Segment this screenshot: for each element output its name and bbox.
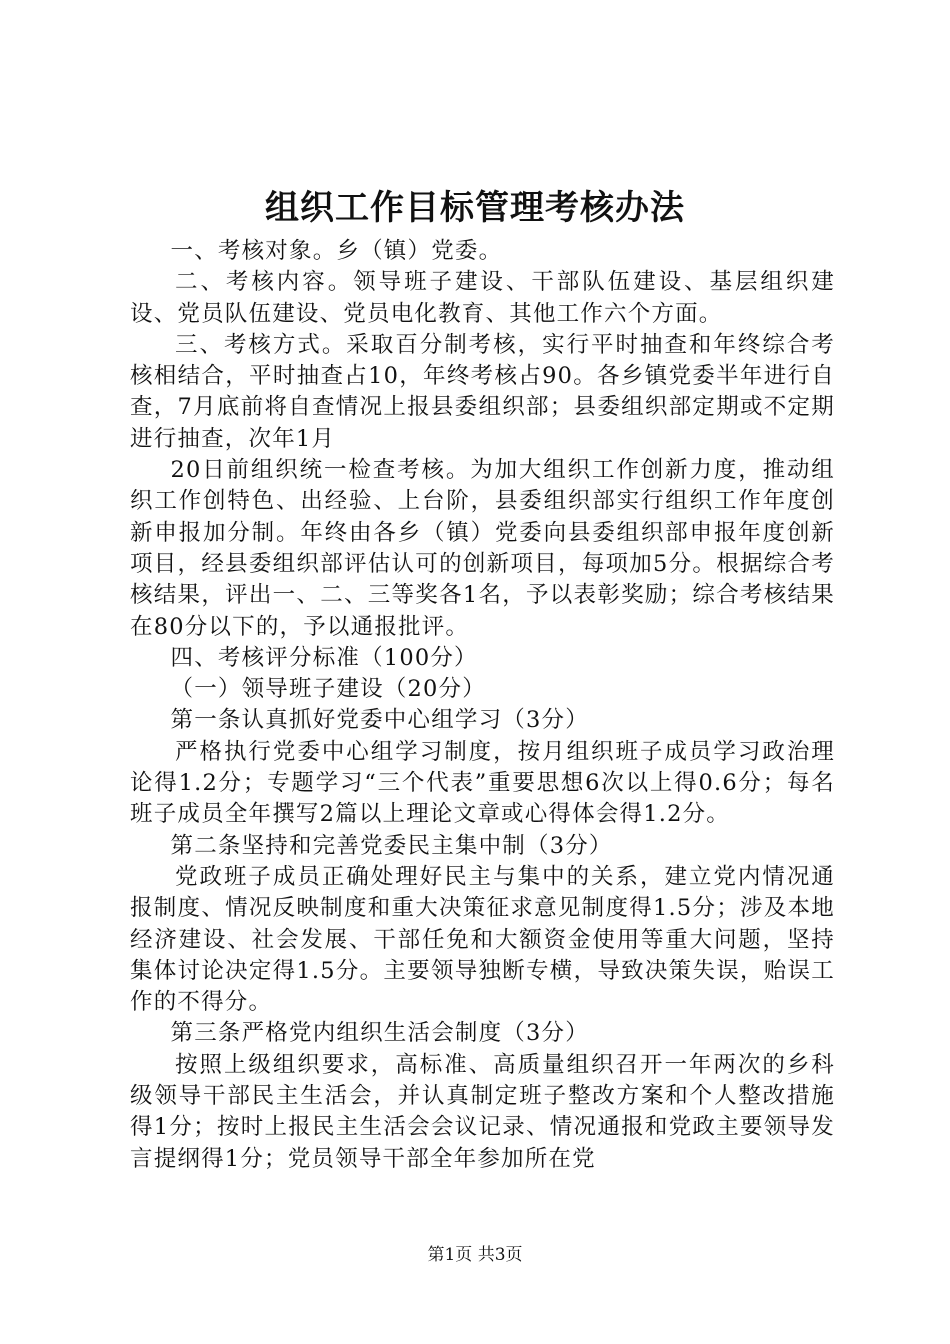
paragraph-assessment-target: 一、考核对象。乡（镇）党委。 [170, 238, 503, 264]
article-heading-3: 第三条严格党内组织生活会制度（3分） [170, 1020, 589, 1047]
article-heading-2: 第二条坚持和完善党委民主集中制（3分） [170, 832, 613, 859]
section-heading-scoring-standard: 四、考核评分标准（100分） [170, 644, 478, 671]
document-title: 组织工作目标管理考核办法 [265, 188, 685, 228]
article-body-2: 党政班子成员正确处理好民主与集中的关系，建立党内情况通报制度、情况反映制度和重大决策征求意见制度得1.5分；涉及本地经济建设、社会发展、干部任免和大额资金使用等重大问题，坚持集体讨论决定得1.5分。主要领导独断专横，导致决策失误，贻误工作的不得分。 [130, 863, 835, 1016]
article-body-1: 严格执行党委中心组学习制度，按月组织班子成员学习政治理论得1.2分；专题学习“三个代表”重要思想6次以上得0.6分；每名班子成员全年撰写2篇以上理论文章或心得体会得1.2分。 [130, 738, 835, 828]
page-footer: 第1页 共3页 [427, 1245, 523, 1265]
paragraph-assessment-method-continued: 20日前组织统一检查考核。为加大组织工作创新力度，推动组织工作创特色、出经验、上台阶，县委组织部实行组织工作年度创新申报加分制。年终由各乡（镇）党委向县委组织部申报年度创新项目，经县委组织部评估认可的创新项目，每项加5分。根据综合考核结果，评出一、二、三等奖各1名，予以表彰奖励；综合考核结果在80分以下的，予以通报批评。 [130, 457, 835, 640]
paragraph-assessment-method: 三、考核方式。采取百分制考核，实行平时抽查和年终综合考核相结合，平时抽查占10，年终考核占90。各乡镇党委半年进行自查，7月底前将自查情况上报县委组织部；县委组织部定期或不定期进行抽查，次年1月 [130, 331, 835, 452]
article-heading-1: 第一条认真抓好党委中心组学习（3分） [170, 707, 589, 734]
article-body-3: 按照上级组织要求，高标准、高质量组织召开一年两次的乡科级领导干部民主生活会，并认真制定班子整改方案和个人整改措施得1分；按时上报民主生活会会议记录、情况通报和党政主要领导发言提纲得1分；党员领导干部全年参加所在党 [130, 1051, 835, 1172]
document-body [130, 236, 835, 1175]
paragraph-assessment-content: 二、考核内容。领导班子建设、干部队伍建设、基层组织建设、党员队伍建设、党员电化教育、其他工作六个方面。 [130, 269, 835, 327]
subsection-heading-leadership: （一）领导班子建设（20分） [170, 676, 486, 703]
